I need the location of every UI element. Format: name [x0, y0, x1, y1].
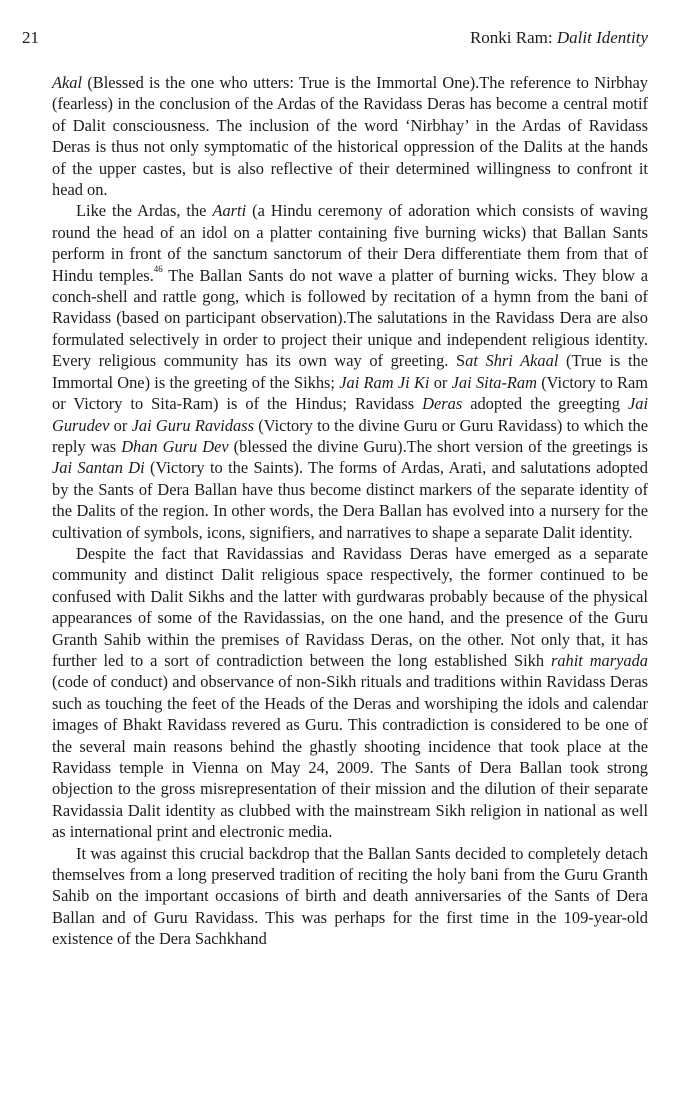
text-run: adopted the greegting: [462, 394, 628, 414]
paragraph: [52, 543, 648, 843]
paragraph: [52, 200, 648, 543]
italic-term: Jai Sita-Ram: [451, 372, 537, 392]
italic-term: Dhan Guru Dev: [121, 436, 229, 456]
page-number: 21: [22, 28, 39, 47]
article-body: [52, 72, 648, 950]
text-run: Like the Ardas, the: [76, 201, 213, 221]
text-run: The Ballan Sants do not wave a platter of burning wicks. They blow a conch-shell and rattle gong, which is followed by recitation of a hymn from the bani of Ravidass (based on participant observation).The salutations in the Ravidass Dera are also formulated selectively in order to project their unique and independent religious identity. Every religious community has its own way of greeting. S: [52, 265, 648, 371]
text-run: Despite the fact that Ravidassias and Ravidass Deras have emerged as a separate community and distinct Dalit religious space respectively, the former continued to be confused with Dalit Sikhs and the latter with gurdwaras probably because of the physical appearances of some of the Ravidassias, on the one hand, and the presence of the Guru Granth Sahib within the premises of Ravidass Deras, on the other. Not only that, it has further led to a sort of contradiction between the long established Sikh: [52, 543, 648, 670]
text-run: (Victory to the divine Guru or Guru Ravidass) to which the reply was: [52, 415, 649, 456]
author-name: Ronki Ram:: [469, 28, 553, 47]
italic-term: at Shri Akaal: [465, 351, 559, 371]
italic-term: Jai Ram Ji Ki: [339, 372, 430, 392]
text-run: (True is the Immortal One) is the greeting of the Sikhs;: [52, 351, 649, 392]
paragraph: [52, 72, 648, 200]
italic-term: Aarti: [212, 201, 247, 221]
running-header: [22, 28, 648, 48]
text-run: (blessed the divine Guru).The short version of the greetings is: [228, 436, 648, 456]
text-run: (Blessed is the one who utters: True is the Immortal One).The reference to Nirbhay (fearless) in the conclusion of the Ardas of the Ravidass Deras has become a central motif of Dalit consciousness. The inclusion of the word ‘Nirbhay’ in the Ardas of Ravidass Deras is thus not only symptomatic of the historical oppression of the Dalits at the hands of the upper castes, but is also reflective of their determined willingness to confront it head on.: [52, 73, 648, 200]
text-run: (Victory to the Saints). The forms of Ardas, Arati, and salutations adopted by the Sants of Dera Ballan have thus become distinct markers of the separate identity of the Dalits of the region. In other words, the Dera Ballan has evolved into a nursery for the cultivation of symbols, icons, signifiers, and narratives to shape a separate Dalit identity.: [52, 458, 649, 542]
italic-term: Jai Guru Ravidass: [131, 415, 255, 435]
text-run: (Victory to Ram or Victory to Sita-Ram) is of the Hindus; Ravidass: [52, 372, 649, 414]
italic-term: Deras: [422, 394, 463, 414]
text-run: It was against this crucial backdrop that the Ballan Sants decided to completely detach themselves from a long preserved tradition of reciting the holy bani from the Guru Granth Sahib on the important occasions of birth and death anniversaries of the Sants of Dera Ballan and of Guru Ravidass. This was perhaps for the first time in the 109-year-old existence of the Dera Sachkhand: [52, 843, 648, 949]
italic-term: rahit maryada: [550, 650, 648, 670]
italic-term: Jai Santan Di: [52, 458, 145, 478]
text-run: (code of conduct) and observance of non-Sikh rituals and traditions within Ravidass Deras such as touching the feet of the Heads of the Deras and worshiping the idols and calendar images of Bhakt Ravidass revered as Guru. This contradiction is considered to be one of the several main reasons behind the ghastly shooting incidence that took place at the Ravidass temple in Vienna on May 24, 2009. The Sants of Dera Ballan took strong objection to the gross misrepresentation of their mission and the dilution of their separate Ravidassia Dalit identity as clubbed with the mainstream Sikh religion in national as well as international print and electronic media.: [52, 672, 648, 842]
text-run: (a Hindu ceremony of adoration which consists of waving round the head of an idol on a platter containing five burning wicks) that Ballan Sants perform in front of the sanctum sanctorum of their Dera differentiate them from that of Hindu temples.: [52, 201, 648, 285]
text-run: or: [109, 415, 132, 435]
text-run: or: [429, 372, 452, 392]
paragraph: [52, 843, 648, 950]
italic-term: Jai Gurudev: [52, 394, 648, 435]
italic-term: Akal: [52, 73, 83, 92]
footnote-ref: 46: [153, 264, 163, 275]
running-title: [470, 28, 648, 48]
article-title: Dalit Identity: [556, 28, 648, 47]
